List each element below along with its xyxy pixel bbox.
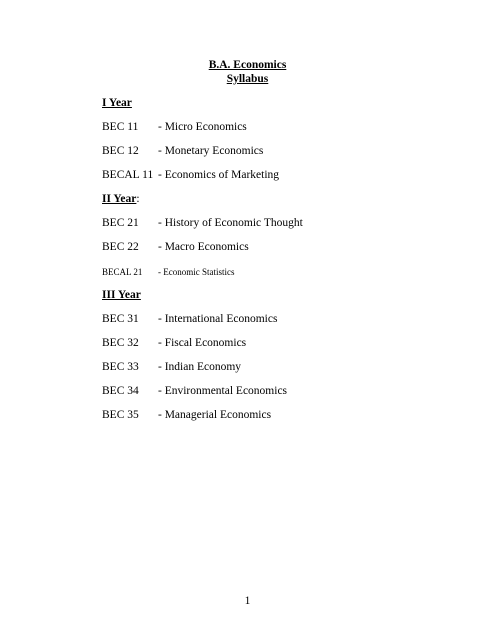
course-name: - Environmental Economics	[158, 385, 288, 397]
section-heading-year-1	[102, 96, 132, 110]
page-number: 1	[244, 595, 251, 607]
course-name: - Economic Statistics	[158, 267, 235, 277]
course-code: BECAL 21	[102, 267, 143, 277]
course-code: BEC 21	[102, 217, 139, 229]
course-code: BEC 32	[102, 337, 139, 349]
course-name: - Managerial Economics	[158, 409, 272, 421]
section-heading-suffix: :	[136, 193, 140, 205]
course-code: BEC 35	[102, 409, 139, 421]
section-heading-year-3	[102, 288, 141, 302]
course-name: - History of Economic Thought	[158, 217, 303, 229]
course-code: BEC 22	[102, 241, 139, 253]
section-heading-label: III Year	[102, 289, 141, 301]
course-code: BEC 11	[102, 121, 139, 133]
course-name: - Indian Economy	[158, 361, 242, 373]
document-title: B.A. Economics	[208, 59, 287, 71]
course-code: BEC 31	[102, 313, 139, 325]
section-heading-label: I Year	[102, 97, 132, 109]
course-name: - Fiscal Economics	[158, 337, 247, 349]
course-name: - Micro Economics	[158, 121, 247, 133]
course-name: - Economics of Marketing	[158, 169, 280, 181]
course-code: BEC 12	[102, 145, 139, 157]
course-name: - Monetary Economics	[158, 145, 264, 157]
document-subtitle: Syllabus	[226, 73, 269, 85]
course-name: - Macro Economics	[158, 241, 249, 253]
course-code: BEC 34	[102, 385, 139, 397]
course-code: BEC 33	[102, 361, 139, 373]
section-heading-label: II Year	[102, 193, 137, 205]
section-heading-year-2	[102, 192, 140, 206]
course-code: BECAL 11	[102, 169, 154, 181]
course-name: - International Economics	[158, 313, 278, 325]
